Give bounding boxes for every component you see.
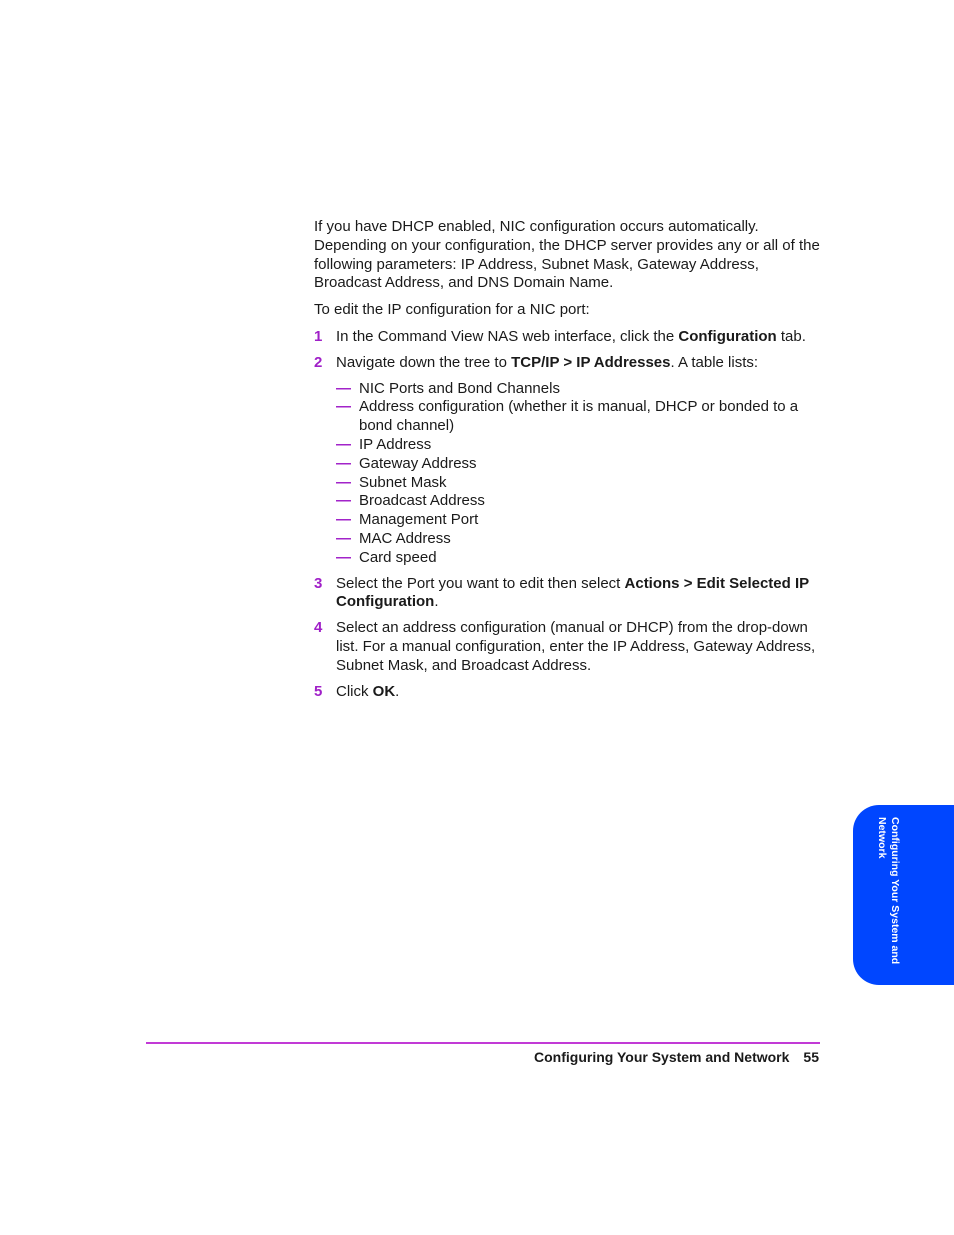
- list-item: — Address configuration (whether it is manual, DHCP or bonded to a bond channel): [336, 398, 799, 435]
- step-number: 1: [314, 327, 323, 345]
- step-3: [314, 575, 824, 613]
- dash-bullet: —: [336, 492, 351, 510]
- step-text: Click OK.: [336, 682, 400, 700]
- intro-paragraph: If you have DHCP enabled, NIC configuration occurs automatically. Depending on your configuration, the DHCP server provides any or all of the following parameters: IP Address, Subnet Mask, Gateway Address, Broadcast Address, and DNS Domain Name.: [314, 218, 820, 292]
- list-item: — Card speed: [336, 548, 437, 566]
- footer-divider: [146, 1042, 820, 1044]
- step-4: [314, 619, 824, 675]
- dash-bullet: —: [336, 398, 351, 416]
- step-number: 4: [314, 619, 323, 637]
- step-number: 5: [314, 682, 323, 700]
- instruction-lead: To edit the IP configuration for a NIC port:: [314, 301, 590, 319]
- dash-bullet: —: [336, 379, 351, 397]
- list-item: — Subnet Mask: [336, 473, 447, 491]
- list-item: — MAC Address: [336, 529, 451, 547]
- dash-bullet: —: [336, 454, 351, 472]
- chapter-tab-label: Configuring Your System and Network: [876, 817, 901, 965]
- dash-bullet: —: [336, 511, 351, 529]
- list-item: — NIC Ports and Bond Channels: [336, 379, 560, 397]
- footer-chapter-title: Configuring Your System and Network: [534, 1049, 790, 1065]
- step-number: 3: [314, 574, 323, 592]
- list-item: — Broadcast Address: [336, 492, 485, 510]
- step-text: Select the Port you want to edit then select Actions > Edit Selected IP Configuration.: [336, 574, 809, 611]
- step-2: [314, 354, 824, 568]
- step-text: In the Command View NAS web interface, click the Configuration tab.: [336, 327, 806, 345]
- step-text: Select an address configuration (manual or DHCP) from the drop-down list. For a manual configuration, enter the IP Address, Gateway Address, Subnet Mask, and Broadcast Address.: [336, 619, 816, 674]
- page-number: 55: [803, 1049, 819, 1065]
- list-item: — Management Port: [336, 511, 479, 529]
- dash-bullet: —: [336, 435, 351, 453]
- chapter-side-tab: [853, 805, 954, 985]
- dash-bullet: —: [336, 548, 351, 566]
- list-item: — Gateway Address: [336, 454, 477, 472]
- step-text: Navigate down the tree to TCP/IP > IP Addresses. A table lists: — NIC Ports and Bond Channels — Address configuration (whether it is manual, DHCP or bonded to a bond channel) — IP Address — Gateway Address — Subnet Mask — Broadcast Address — Management Port — MAC Address — Card speed: [336, 354, 824, 568]
- page-content: [314, 218, 824, 708]
- list-item: — IP Address: [336, 435, 432, 453]
- step-5: [314, 683, 824, 702]
- dash-bullet: —: [336, 473, 351, 491]
- table-column-list: [336, 380, 824, 568]
- dash-bullet: —: [336, 529, 351, 547]
- page-footer: [534, 1049, 819, 1065]
- step-number: 2: [314, 353, 323, 371]
- step-1: [314, 328, 824, 347]
